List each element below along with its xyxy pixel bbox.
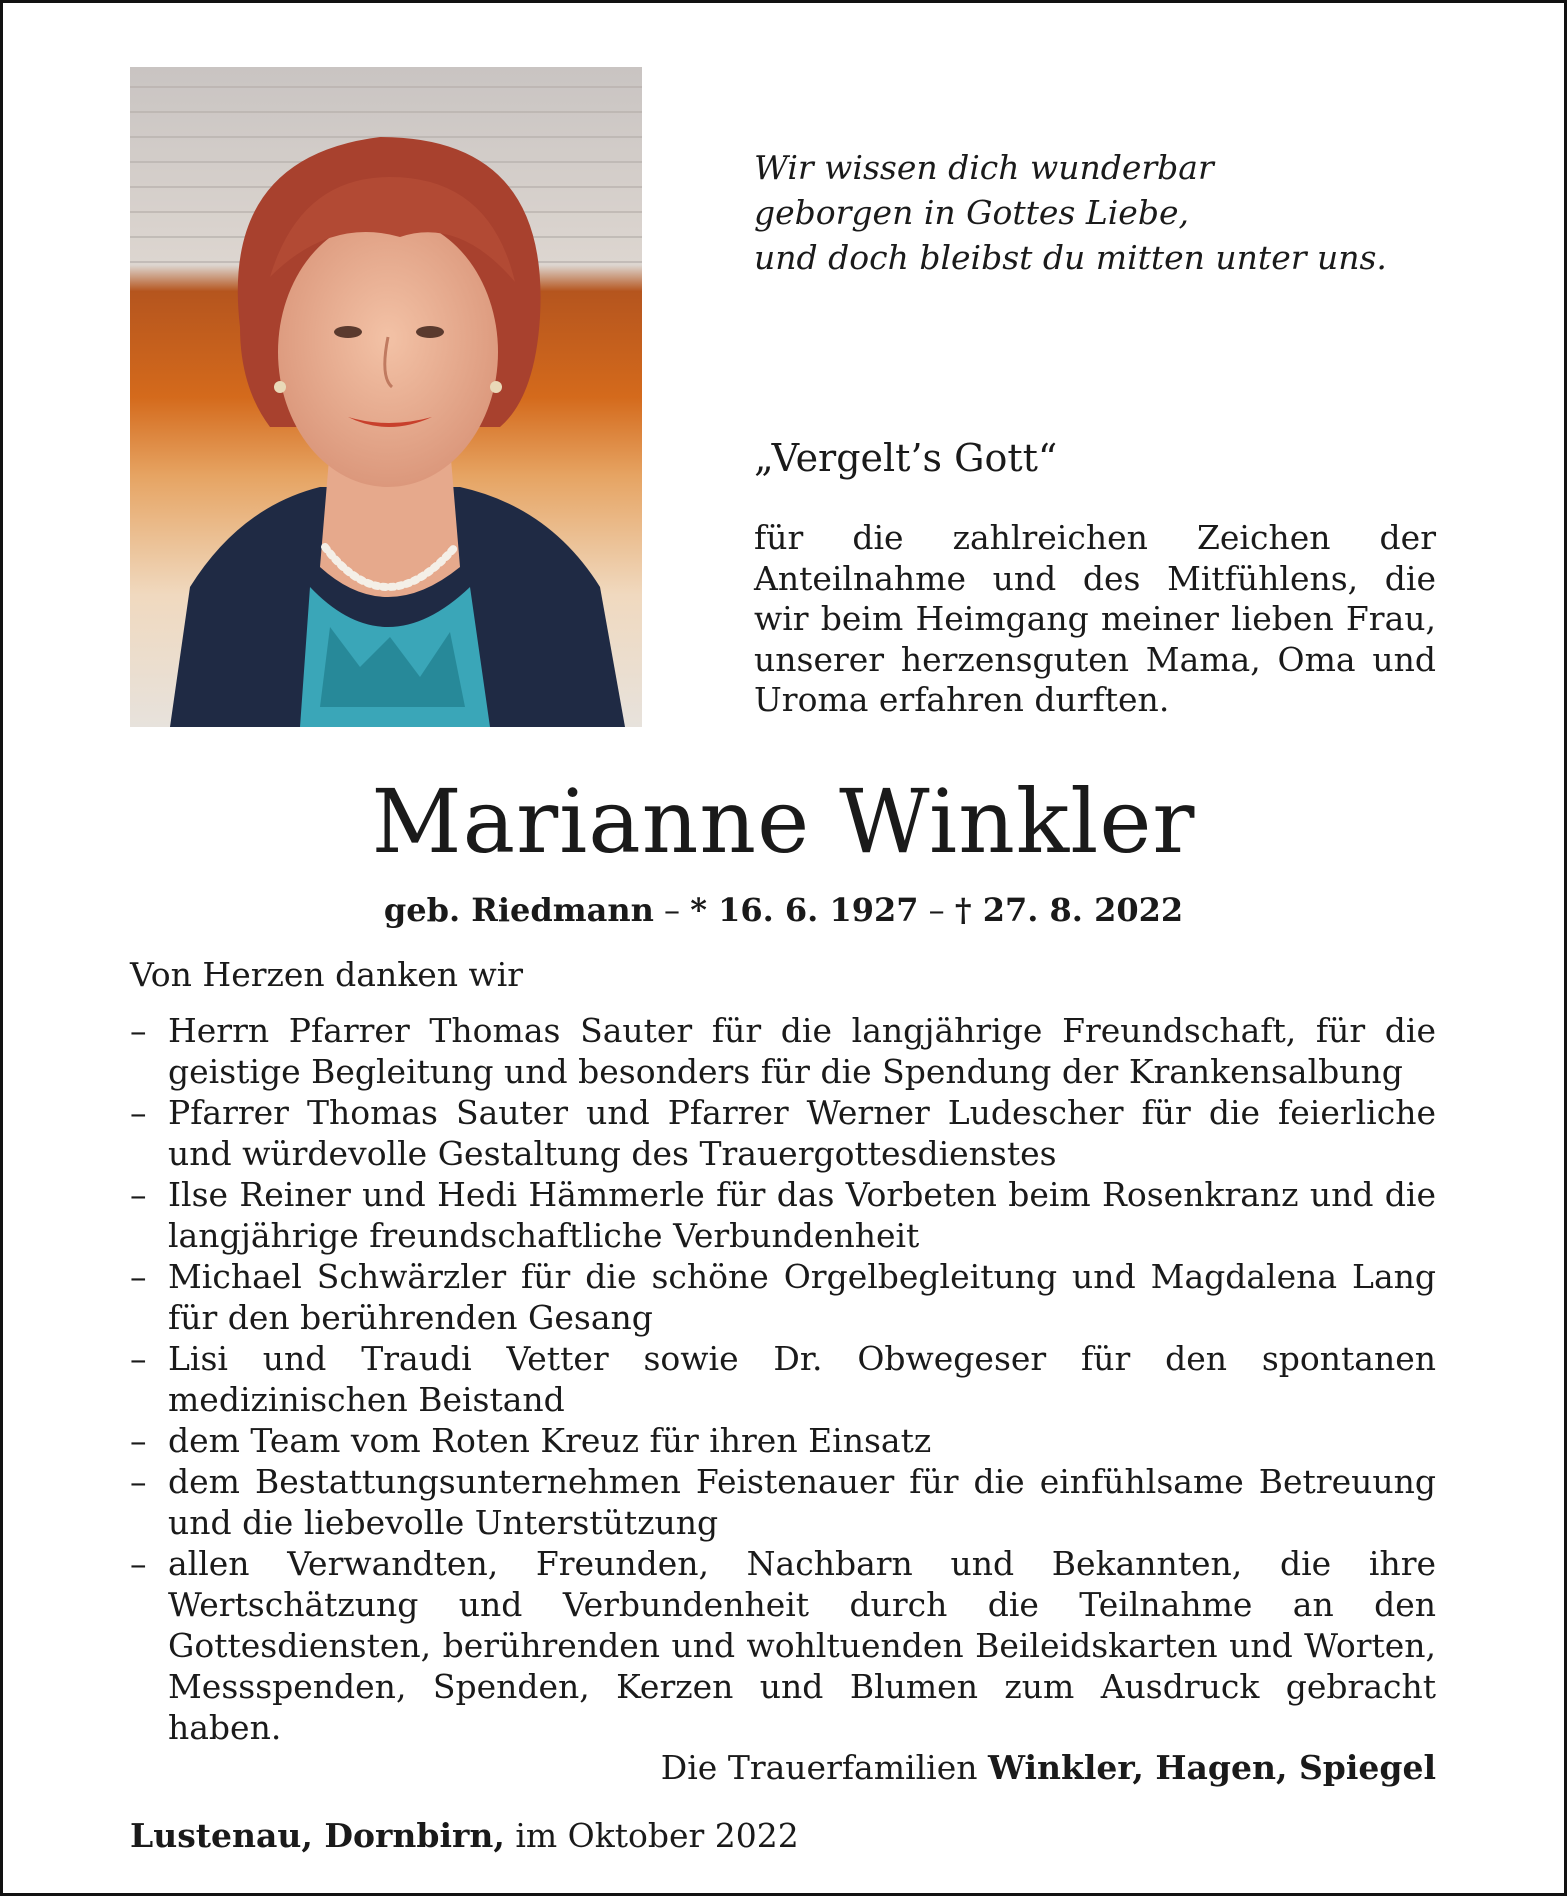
dash-icon: – [130,1257,147,1296]
dash-icon: – [130,1093,147,1132]
dash-icon: – [130,1011,147,1050]
list-item-text: Michael Schwärzler für die schöne Orgelbegleitung und Magdalena Lang für den berührenden Gesang [168,1257,1436,1337]
list-item-text: Herrn Pfarrer Thomas Sauter für die langjährige Freundschaft, für die geistige Begleitung und besonders für die Spendung der Krankensalbung [168,1011,1436,1091]
list-item [130,1543,1436,1748]
dash-icon: – [130,1421,147,1460]
list-item-text: dem Team vom Roten Kreuz für ihren Einsatz [168,1421,932,1460]
list-item-text: Lisi und Traudi Vetter sowie Dr. Obwegeser für den spontanen medizinischen Beistand [168,1339,1436,1419]
thanks-list [130,1010,1436,1748]
dash-icon: – [130,1175,147,1214]
signature [130,1746,1436,1790]
signature-prefix: Die Trauerfamilien [660,1748,978,1787]
list-item-text: Pfarrer Thomas Sauter und Pfarrer Werner Ludescher für die feierliche und würdevolle Gestaltung des Trauergottesdienstes [168,1093,1436,1173]
list-item [130,1092,1436,1174]
separator: – [653,891,691,929]
place-date [130,1814,799,1858]
motto-quote [754,145,1474,280]
motto-line: und doch bleibst du mitten unter uns. [754,238,1387,277]
dash-icon: – [130,1339,147,1378]
list-item [130,1256,1436,1338]
separator: – [918,891,955,929]
list-item-text: dem Bestattungsunternehmen Feistenauer für die einfühlsame Betreuung und die liebevolle Unterstützung [168,1462,1436,1542]
deceased-name: Marianne Winkler [371,770,1196,873]
dash-icon: – [130,1462,147,1501]
list-item [130,1420,1436,1461]
list-item [130,1338,1436,1420]
birth-date: * 16. 6. 1927 [690,891,919,929]
birth-death-line [0,888,1567,932]
place-towns: Lustenau, Dornbirn, [130,1816,505,1855]
greeting: Von Herzen danken wir [130,955,524,994]
list-item-text: allen Verwandten, Freunden, Nachbarn und Bekannten, die ihre Wertschätzung und Verbundenheit durch die Teilnahme an den Gottesdiensten, berührenden und wohltuenden Beileidskarten und Worten, Messspenden, Spenden, Kerzen und Blumen zum Ausdruck gebracht haben. [168,1544,1436,1747]
motto-line: Wir wissen dich wunderbar [754,148,1214,187]
motto-line: geborgen in Gottes Liebe, [754,193,1189,232]
portrait-photo [130,67,642,727]
list-item [130,1010,1436,1092]
signature-families: Winkler, Hagen, Spiegel [987,1748,1436,1787]
list-item [130,1461,1436,1543]
death-date: † 27. 8. 2022 [954,891,1184,929]
vergelts-gott-heading: „Vergelt’s Gott“ [754,436,1058,480]
dash-icon: – [130,1544,147,1583]
list-item-text: Ilse Reiner und Hedi Hämmerle für das Vorbeten beim Rosenkranz und die langjährige freundschaftliche Verbundenheit [168,1175,1436,1255]
maiden-name: geb. Riedmann [383,891,654,929]
list-item [130,1174,1436,1256]
thanks-intro-paragraph: für die zahlreichen Zeichen der Anteilnahme und des Mitfühlens, die wir beim Heimgang meiner lieben Frau, unserer herzensguten Mama, Oma und Uroma erfahren durften. [754,518,1436,719]
place-date-text: im Oktober 2022 [515,1816,799,1855]
